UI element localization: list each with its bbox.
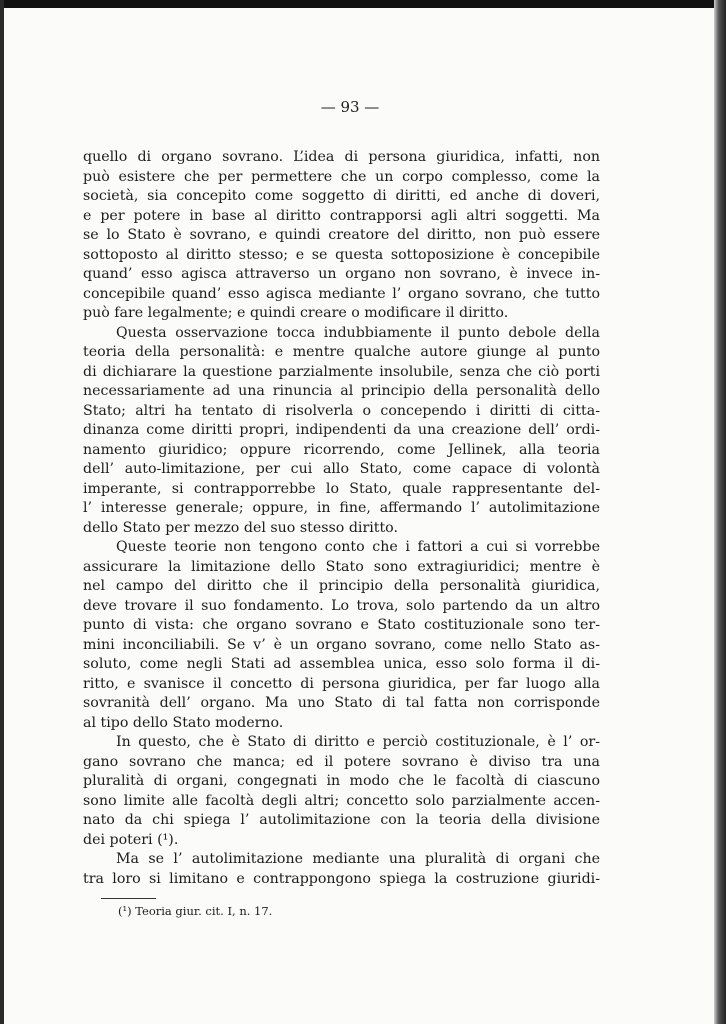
text-line: Questa osservazione tocca indubbiamente il punto debole della [116,324,600,341]
text-line: e per potere in base al diritto contrapporsi agli altri soggetti. Ma [83,207,600,224]
text-line: Queste teorie non tengono conto che i fattori a cui si vorrebbe [116,539,600,555]
text-line: dello Stato per mezzo del suo stesso diritto. [83,519,398,536]
text-line: In questo, che è Stato di diritto e perciò costituzionale, è l’ or- [116,734,600,750]
text-line: deve trovare il suo fondamento. Lo trova, solo partendo da un altro [83,597,600,614]
footnote-rule [101,898,156,899]
text-line: Ma se l’ autolimitazione mediante una pluralità di organi che [116,851,600,867]
text-line: assicurare la limitazione dello Stato sono extragiuridici; mentre è [83,558,600,575]
footnote: (¹) Teoria giur. cit. I, n. 17. [118,904,273,918]
text-line: società, sia concepito come soggetto di diritti, ed anche di doveri, [83,188,600,204]
text-line: sovranità dell’ organo. Ma uno Stato di tal fatta non corrisponde [83,695,600,711]
text-line: nel campo del diritto che il principio della personalità giuridica, [83,578,600,594]
text-line: di dichiarare la questione parzialmente insolubile, senza che ciò porti [83,363,600,380]
text-line: dinanza come diritti propri, indipendenti da una creazione dell’ ordi- [83,422,600,438]
text-line: può esistere che per permettere che un corpo complesso, come la [83,168,600,185]
text-line: l’ interesse generale; oppure, in fine, affermando l’ autolimitazione [83,500,600,516]
text-line: necessariamente ad una rinuncia al principio della personalità dello [83,383,600,399]
text-line: dei poteri (¹). [83,831,179,848]
text-line: quand’ esso agisca attraverso un organo non sovrano, è invece in- [83,266,600,282]
text-line: pluralità di organi, congegnati in modo che le facoltà di ciascuno [83,773,600,789]
page-number: — 93 — [320,98,380,116]
text-line: al tipo dello Stato moderno. [83,714,284,731]
scan-top-border [0,0,726,8]
text-line: soluto, come negli Stati ad assemblea unica, esso solo forma il di- [83,656,600,672]
text-line: teoria della personalità: e mentre qualche autore giunge al punto [83,344,600,360]
text-line: Stato; altri ha tentato di risolverla o concependo i diritti di citta- [83,402,600,419]
text-line: nato da chi spiega l’ autolimitazione con la teoria della divisione [83,812,600,828]
scan-right-edge [714,0,726,1024]
text-line: sono limite alle facoltà degli altri; concetto solo parzialmente accen- [83,792,600,809]
text-line: tra loro si limitano e contrappongono spiega la costruzione giuridi- [83,870,600,887]
text-line: namento giuridico; oppure ricorrendo, come Jellinek, alla teoria [83,441,600,458]
text-line: se lo Stato è sovrano, e quindi creatore del diritto, non può essere [83,227,600,243]
body-text [83,148,600,889]
scan-left-edge [0,0,4,1024]
text-line: imperante, si contrapporrebbe lo Stato, quale rappresentante del- [83,480,600,497]
text-line: quello di organo sovrano. L’idea di persona giuridica, infatti, non [83,149,600,165]
text-line: gano sovrano che manca; ed il potere sovrano è diviso tra una [83,753,600,770]
text-line: concepibile quand’ esso agisca mediante l’ organo sovrano, che tutto [83,285,600,302]
text-line: può fare legalmente; e quindi creare o modificare il diritto. [83,305,509,321]
text-line: punto di vista: che organo sovrano e Stato costituzionale sono ter- [83,617,600,633]
text-line: mini inconciliabili. Se v’ è un organo sovrano, come nello Stato as- [83,636,600,653]
text-line: sottoposto al diritto stesso; e se questa sottoposizione è concepibile [83,246,600,263]
text-line: ritto, e svanisce il concetto di persona giuridica, per far luogo alla [83,675,600,692]
text-line: dell’ auto-limitazione, per cui allo Stato, come capace di volontà [83,461,600,477]
